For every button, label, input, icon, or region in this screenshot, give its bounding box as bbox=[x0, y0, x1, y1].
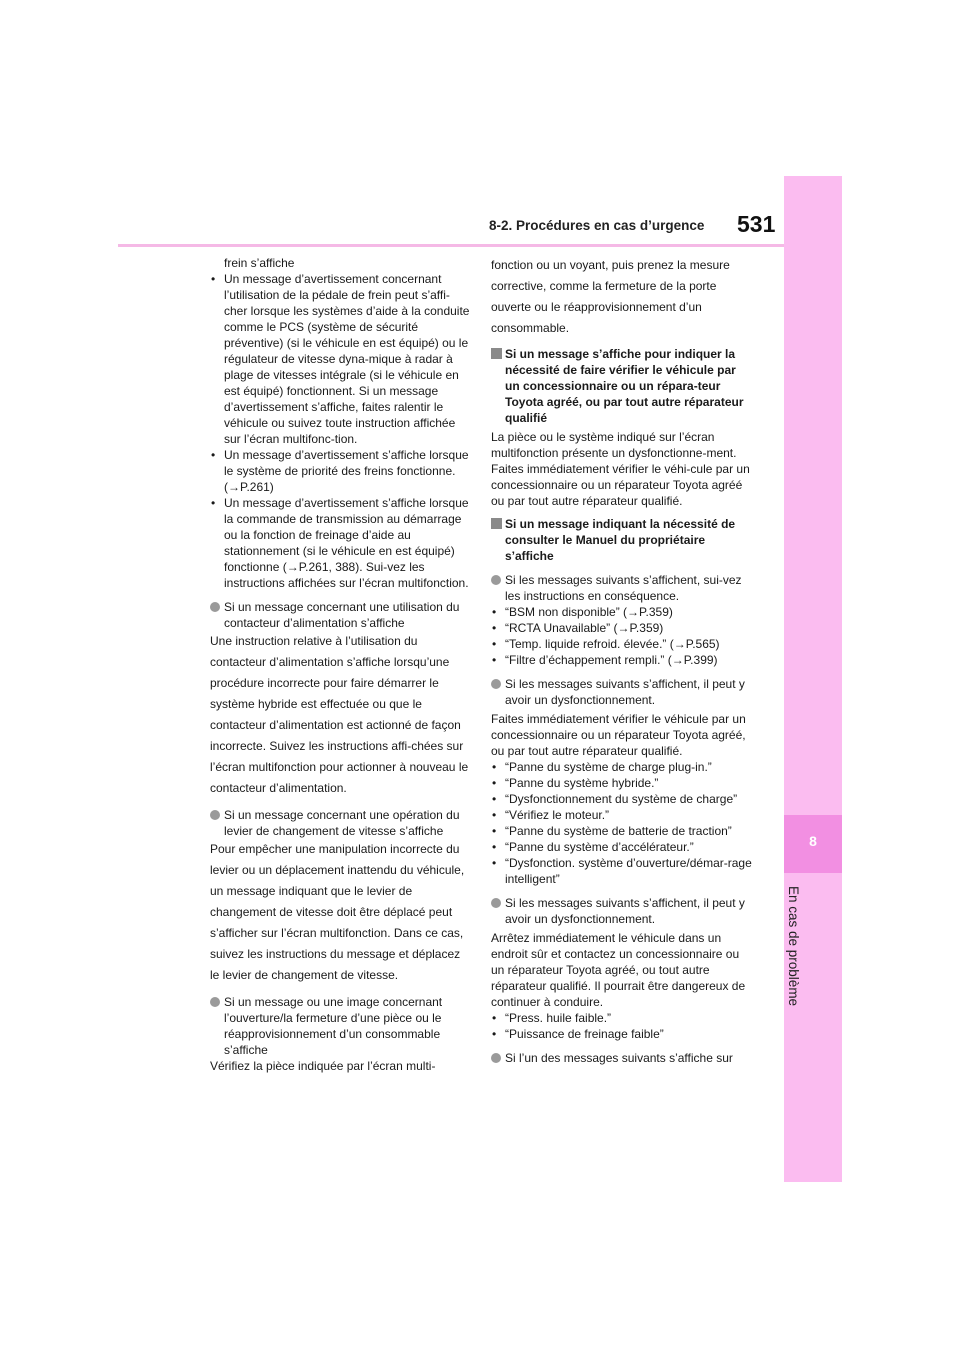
paragraph: fonction ou un voyant, puis prenez la mesure corrective, comme la fermeture de la porte ouverte ou le réapprovisionnement d’un consommable. bbox=[491, 258, 730, 335]
circle-bullet-icon bbox=[491, 1053, 501, 1063]
right-column bbox=[491, 255, 753, 1066]
paragraph: Vérifiez la pièce indiquée par l’écran multi- bbox=[210, 1059, 436, 1073]
left-column bbox=[210, 255, 470, 1074]
circle-bullet-icon bbox=[210, 602, 220, 612]
circle-heading: Si les messages suivants s’affichent, il peut y avoir un dysfonctionnement. bbox=[491, 895, 753, 927]
list-item: • “Panne du système de batterie de traction” bbox=[492, 824, 732, 838]
list-item: • Un message d’avertissement concernant l’utilisation de la pédale de frein peut s’affi-cher lorsque les systèmes d’aide à la conduite comme le PCS (système de sécurité préventive) (si le véhicule en est équipé) ou le régulateur de vitesse dyna-mique à radar à plage de vitesses intégrale (si le véhicule en est équipé) fonctionnent. Si un message d’avertissement s’affiche, faites ralentir le véhicule ou suivez toute instruction affichée sur l’écran multifonc-tion. bbox=[211, 272, 470, 446]
circle-heading: Si un message ou une image concernant l’ouverture/la fermeture d’une pièce ou le réapprovisionnement d’un consommable s’affiche bbox=[210, 994, 470, 1058]
chapter-side-tab bbox=[784, 176, 842, 1182]
circle-bullet-icon bbox=[491, 679, 501, 689]
list-item: • Un message d’avertissement s’affiche lorsque le système de priorité des freins fonctionne. (→P.261) bbox=[211, 448, 469, 494]
list-item: • “Panne du système d’accélérateur.” bbox=[492, 840, 694, 854]
square-bullet-icon bbox=[491, 348, 502, 359]
page-number: 531 bbox=[737, 211, 776, 237]
paragraph: Une instruction relative à l’utilisation du contacteur d’alimentation s’affiche lorsqu’une procédure incorrecte pour faire démarrer le système hybride est effectuée ou que le contacteur d’alimentation est actionné de façon incorrecte. Suivez les instructions affi-chées sur l’écran multifonction pour actionner à nouveau le contacteur d’alimentation. bbox=[210, 634, 469, 795]
list-item: • “Filtre d’échappement rempli.” (→P.399) bbox=[492, 653, 718, 667]
bullet-dot: • bbox=[211, 496, 216, 510]
list-item: • “Temp. liquide refroid. élevée.” (→P.565) bbox=[492, 637, 720, 651]
chapter-title: En cas de problème bbox=[786, 886, 801, 1007]
square-heading: Si un message s’affiche pour indiquer la nécessité de faire vérifier le véhicule par un concessionnaire ou un répara-teur Toyota agréé, ou par tout autre réparateur qualifié bbox=[491, 346, 753, 426]
bullet-dot: • bbox=[211, 272, 216, 286]
list-item: • “Press. huile faible.” bbox=[492, 1011, 612, 1025]
circle-heading: Si les messages suivants s’affichent, sui-vez les instructions en conséquence. bbox=[491, 572, 753, 604]
section-header: 8-2. Procédures en cas d’urgence bbox=[489, 218, 705, 233]
circle-heading: Si l’un des messages suivants s’affiche sur bbox=[491, 1050, 753, 1066]
circle-heading: Si les messages suivants s’affichent, il peut y avoir un dysfonctionnement. bbox=[491, 676, 753, 708]
continuation-line: frein s’affiche bbox=[224, 256, 295, 270]
bullet-dot: • bbox=[211, 448, 216, 462]
list-item: • “Dysfonction. système d’ouverture/démar-rage intelligent” bbox=[492, 856, 752, 886]
circle-bullet-icon bbox=[491, 898, 501, 908]
square-bullet-icon bbox=[491, 518, 502, 529]
circle-bullet-icon bbox=[210, 810, 220, 820]
circle-bullet-icon bbox=[491, 575, 501, 585]
list-item: • “Panne du système de charge plug-in.” bbox=[492, 760, 712, 774]
circle-bullet-icon bbox=[210, 997, 220, 1007]
square-heading: Si un message indiquant la nécessité de consulter le Manuel du propriétaire s’affiche bbox=[491, 516, 753, 564]
list-item: • “Dysfonctionnement du système de charge” bbox=[492, 792, 738, 806]
header-rule bbox=[118, 244, 784, 247]
chapter-number: 8 bbox=[809, 833, 817, 849]
list-item: • “Panne du système hybride.” bbox=[492, 776, 659, 790]
paragraph: Pour empêcher une manipulation incorrecte du levier ou un déplacement inattendu du véhicule, un message indiquant que le levier de changement de vitesse doit être déplacé peut s’afficher sur l’écran multifonction. Dans ce cas, suivez les instructions du message et déplacez le levier de changement de vitesse. bbox=[210, 842, 465, 982]
circle-heading: Si un message concernant une opération du levier de changement de vitesse s’affiche bbox=[210, 807, 470, 839]
list-item: • “Vérifiez le moteur.” bbox=[492, 808, 610, 822]
paragraph: La pièce ou le système indiqué sur l’écran multifonction présente un dysfonctionne-ment. Faites immédiatement vérifier le véhi-cule par un concessionnaire ou un réparateur Toyota agréé ou par tout autre réparateur qualifié. bbox=[491, 430, 750, 508]
list-item: • Un message d’avertissement s’affiche lorsque la commande de transmission au démarrage ou la fonction de freinage d’aide au stationnement (si le véhicule en est équipé) fonctionne (→P.261, 388). Sui-vez les instructions affichées sur l’écran multifonction. bbox=[211, 496, 469, 590]
list-item: • “BSM non disponible” (→P.359) bbox=[492, 605, 673, 619]
paragraph: Faites immédiatement vérifier le véhicule par un concessionnaire ou un réparateur Toyota agréé, ou par tout autre réparateur qualifié. bbox=[491, 712, 746, 758]
list-item: • “Puissance de freinage faible” bbox=[492, 1027, 664, 1041]
circle-heading: Si un message concernant une utilisation du contacteur d’alimentation s’affiche bbox=[210, 599, 470, 631]
paragraph: Arrêtez immédiatement le véhicule dans un endroit sûr et contactez un concessionnaire ou un réparateur Toyota agréé, ou tout autre réparateur qualifié. Il pourrait être dangereux de continuer à conduire. bbox=[491, 931, 746, 1009]
list-item: • “RCTA Unavailable” (→P.359) bbox=[492, 621, 664, 635]
